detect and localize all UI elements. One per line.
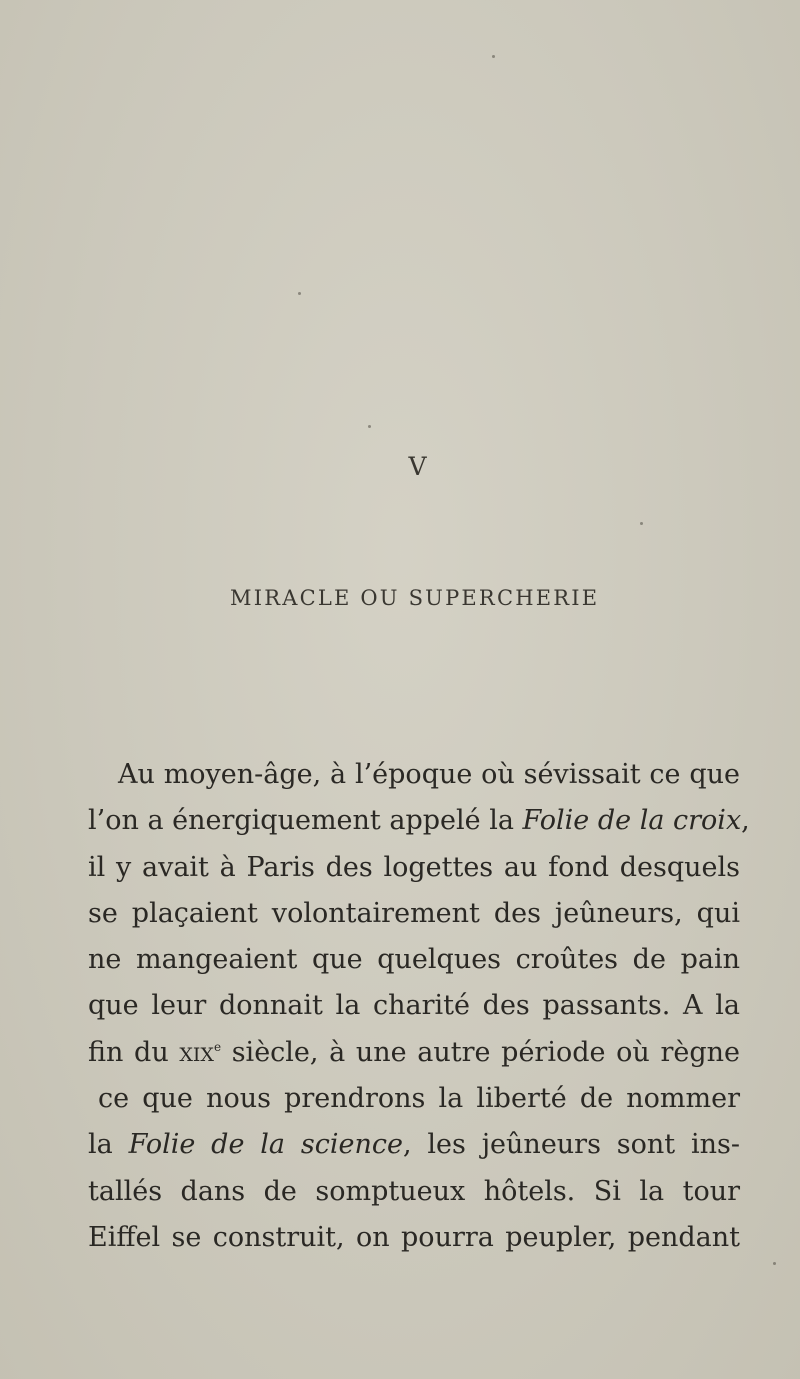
- text-line: [88, 937, 740, 983]
- text-line-content: il y avait à Paris des logettes au fond desquels: [88, 851, 740, 883]
- text-line-content: ce que nous prendrons la liberté de nommer: [98, 1083, 740, 1115]
- text-line: [88, 798, 750, 844]
- body-text: [88, 752, 750, 1261]
- text-line-content: tallés dans de somptueux hôtels. Si la tour: [88, 1175, 740, 1207]
- paper-speck: [492, 55, 495, 58]
- text-line-content: Eiffel se construit, on pourra peupler, pendant: [88, 1221, 740, 1253]
- text-line: [88, 1169, 740, 1215]
- text-line-content: siècle, à une autre période où règne: [221, 1036, 740, 1068]
- text-line-content: fin du: [88, 1036, 180, 1068]
- text-line-content: la: [88, 1129, 129, 1161]
- paper-speck: [773, 1262, 776, 1265]
- text-line: [88, 845, 740, 891]
- chapter-title: MIRACLE OU SUPERCHERIE: [230, 586, 600, 610]
- text-line-content: Au moyen-âge, à l’époque où sévissait ce que: [118, 759, 740, 790]
- century-numeral: xix: [179, 1036, 214, 1068]
- text-line-content: ,: [741, 805, 750, 837]
- text-line-content: se plaçaient volontairement des jeûneurs, qui: [88, 897, 740, 929]
- text-line-content: ne mangeaient que quelques croûtes de pain: [88, 944, 740, 976]
- text-line-content: , les jeûneurs sont ins-: [402, 1129, 740, 1161]
- text-line: [88, 983, 740, 1029]
- text-line: [88, 1122, 740, 1168]
- text-line-content: que leur donnait la charité des passants. A la: [88, 990, 740, 1022]
- italic-phrase: Folie de la croix: [522, 805, 742, 837]
- superscript: e: [213, 1039, 222, 1054]
- paper-speck: [640, 522, 643, 525]
- chapter-number: V: [408, 452, 428, 481]
- text-line: [88, 1030, 740, 1076]
- paper-speck: [368, 425, 371, 428]
- text-line-content: l’on a énergiquement appelé la: [88, 805, 523, 837]
- text-line: [88, 752, 740, 798]
- text-line: [88, 1215, 740, 1261]
- text-line: [88, 1076, 740, 1122]
- paper-speck: [298, 292, 301, 295]
- text-line: [88, 891, 740, 937]
- italic-phrase: Folie de la science: [128, 1129, 403, 1161]
